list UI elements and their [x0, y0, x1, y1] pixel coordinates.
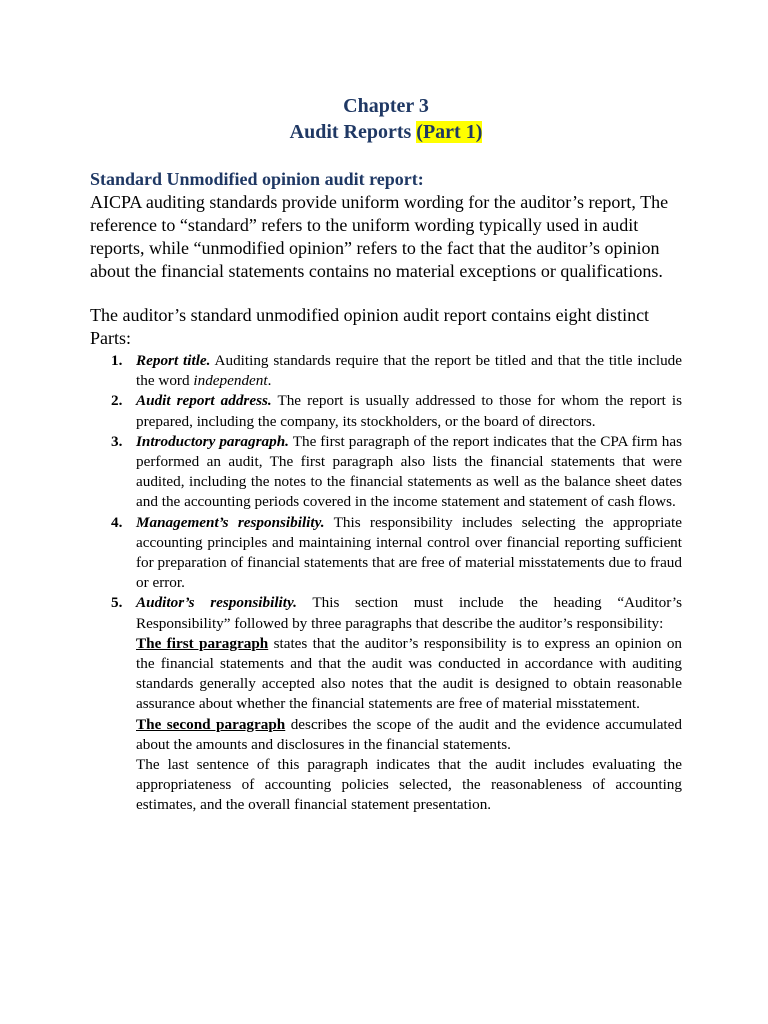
- intro-paragraph: AICPA auditing standards provide uniform wording for the auditor’s report, The reference to “standard” refers to the uniform wording typically used in audit reports, while “unmodified opinion” refers to the fact that the auditor’s opinion about the financial statements contains no material exceptions or qualifications.: [90, 192, 669, 281]
- chapter-title: Audit Reports: [289, 121, 412, 143]
- highlighted-part-label: (Part 1): [416, 121, 483, 143]
- paragraph-spacer: [90, 283, 682, 304]
- parts-intro-paragraph: The auditor’s standard unmodified opinion audit report contains eight distinct Parts:: [90, 305, 650, 348]
- list-item: [90, 513, 682, 594]
- first-paragraph-text: states that the auditor’s responsibility is to express an opinion on the financial statements and that the audit was conducted in accordance with auditing standards generally accepted also notes that the audit is designed to obtain reasonable assurance about whether the financial statements are free of material misstatement.: [136, 634, 683, 713]
- item-text: Auditing standards require that the report be titled and that the title include the word: [136, 352, 683, 390]
- chapter-number: Chapter 3: [343, 95, 429, 117]
- item-number: 2.: [111, 392, 123, 410]
- item-text: This responsibility includes selecting the appropriate accounting principles and maintaining internal control over financial reporting sufficient for preparation of financial statements that are free of material misstatements due to fraud or error.: [136, 513, 682, 592]
- chapter-title-line: [90, 119, 682, 145]
- item-italic-word: independent: [193, 372, 268, 390]
- report-parts-list: [90, 351, 682, 816]
- first-paragraph-label: The first paragraph: [136, 634, 269, 652]
- item-term: Audit report address.: [136, 392, 272, 410]
- item-text: This section must include the heading “Auditor’s Responsibility” followed by three paragraphs that describe the auditor’s responsibility:: [136, 594, 682, 632]
- chapter-heading: [90, 93, 682, 145]
- item-text: The report is usually addressed to those for whom the report is prepared, including the company, its stockholders, or the board of directors.: [136, 392, 682, 430]
- list-item: [90, 593, 682, 815]
- section-title: Standard Unmodified opinion audit report:: [90, 169, 424, 189]
- item-number: 3.: [111, 432, 123, 450]
- list-item: [90, 391, 682, 431]
- second-paragraph-label: The second paragraph: [136, 715, 286, 733]
- item-term: Management’s responsibility.: [136, 513, 325, 531]
- list-item: [90, 432, 682, 513]
- second-paragraph-text: describes the scope of the audit and the evidence accumulated about the amounts and disclosures in the financial statements.: [136, 715, 682, 753]
- item-number: 4.: [111, 513, 123, 531]
- second-paragraph-description: [136, 715, 682, 755]
- item-number: 1.: [111, 352, 123, 369]
- item-text: The first paragraph of the report indicates that the CPA firm has performed an audit, The first paragraph also lists the financial statements that were audited, including the notes to the financial statements as well as the balance sheet dates and the accounting periods covered in the income statement and statement of cash flows.: [136, 432, 682, 511]
- list-item: [90, 351, 682, 391]
- item-text-end: .: [267, 372, 272, 390]
- item-number: 5.: [111, 594, 123, 612]
- item-term: Report title.: [136, 352, 211, 369]
- item-term: Auditor’s responsibility.: [136, 594, 297, 612]
- first-paragraph-description: [136, 634, 682, 715]
- item-term: Introductory paragraph.: [136, 432, 289, 450]
- last-sentence-description: The last sentence of this paragraph indicates that the audit includes evaluating the appropriateness of accounting policies selected, the reasonableness of accounting estimates, and the overall financial statement presentation.: [136, 756, 682, 814]
